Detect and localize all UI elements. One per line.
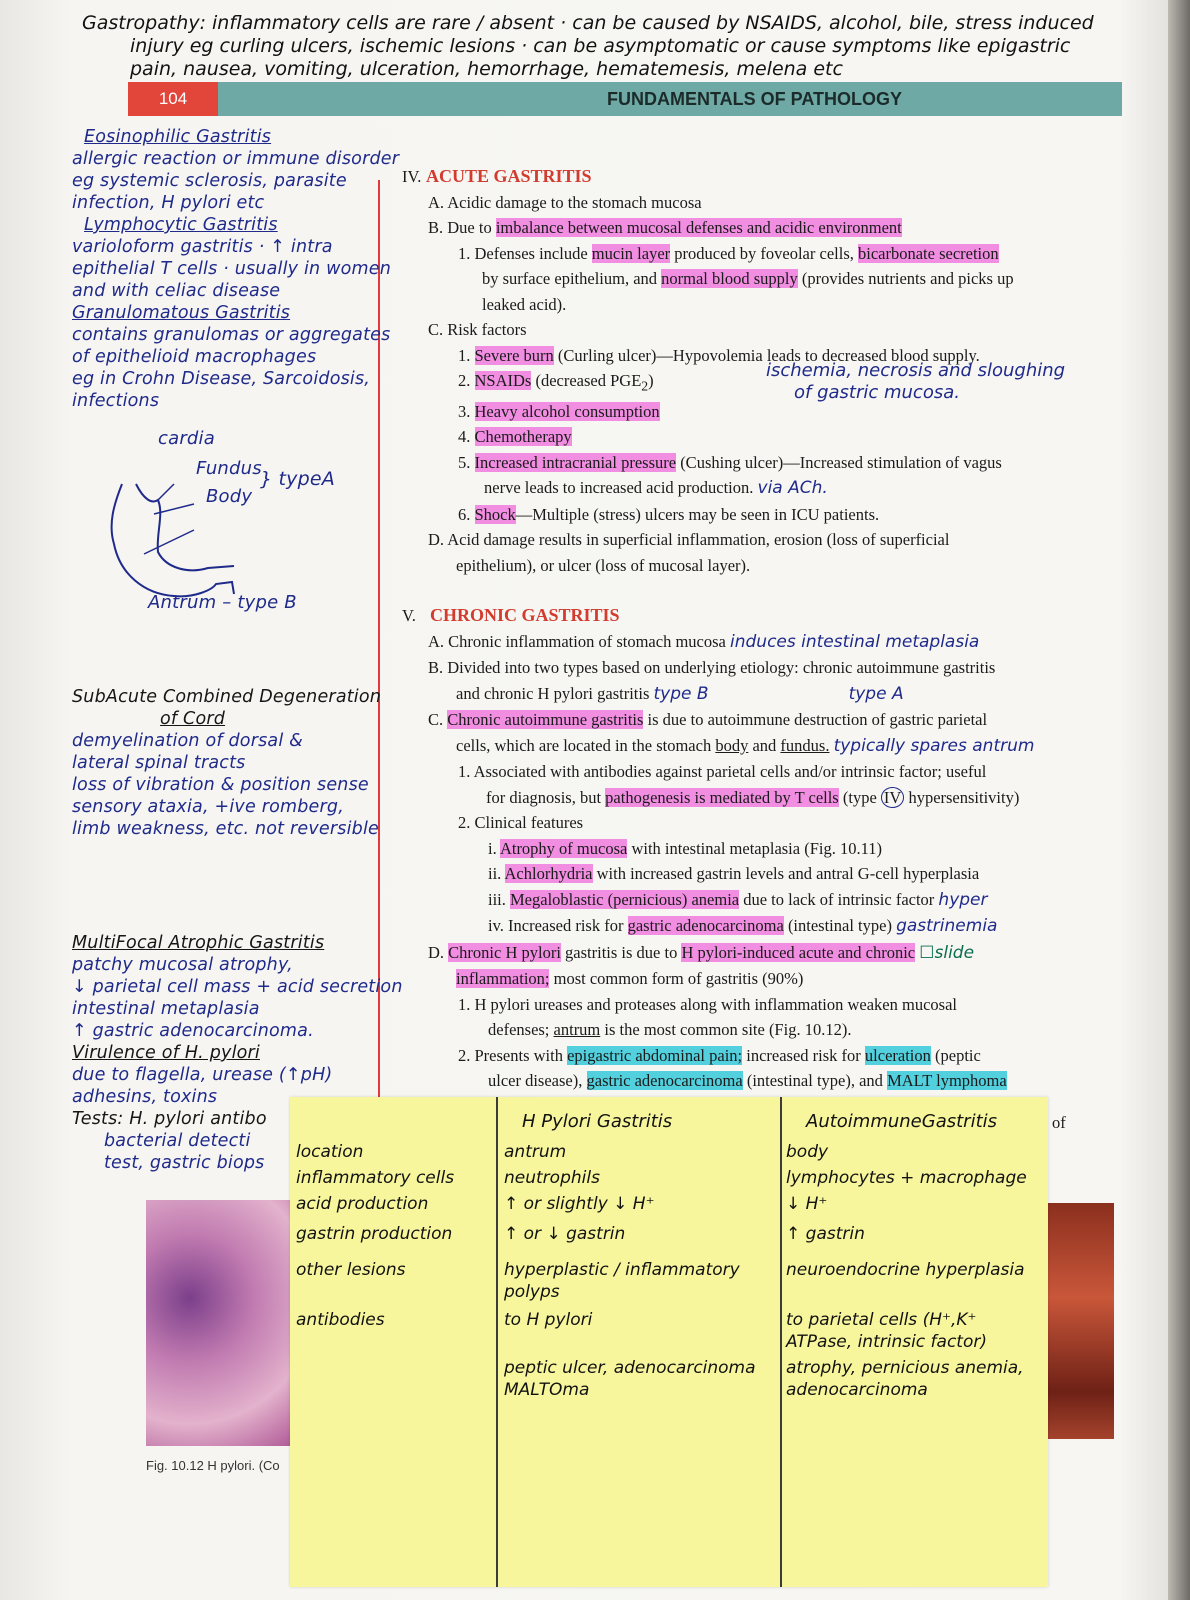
granulomatous-title: Granulomatous Gastritis	[72, 303, 291, 323]
book-title: FUNDAMENTALS OF PATHOLOGY	[607, 88, 902, 109]
main-text	[402, 164, 1122, 1119]
virulence-title: Virulence of H. pylori	[72, 1043, 260, 1063]
acute-B1-cont2: leaked acid).	[482, 294, 567, 314]
cell-autoimmune: to parietal cells (H⁺,K⁺ ATPase, intrinsic factor)	[786, 1310, 987, 1352]
row-label: inflammatory cells	[296, 1168, 455, 1188]
acute-C: C. Risk factors	[428, 320, 527, 339]
acute-D: D. Acid damage results in superficial inflammation, erosion (loss of superficial	[428, 530, 950, 550]
acute-C2: 2. NSAIDs (decreased $PGE_2$)	[458, 371, 654, 394]
annotation-slide: ☐slide	[919, 942, 975, 963]
section-chronic-heading: V. CHRONIC GASTRITIS	[402, 603, 1122, 629]
book-binding	[1168, 0, 1190, 1600]
label-body: Body	[206, 486, 253, 507]
chronic-C: C. Chronic autoimmune gastritis is due to autoimmune destruction of gastric parietal	[428, 710, 988, 730]
annotation-spares: typically spares antrum	[833, 735, 1035, 756]
cell-hpylori: ↑ or slightly ↓ H⁺	[504, 1194, 655, 1214]
acute-B1-cont: by surface epithelium, and normal blood supply (provides nutrients and picks up	[482, 269, 1014, 288]
acute-A: A. Acidic damage to the stomach mucosa	[428, 192, 702, 212]
acute-B: B. Due to imbalance between mucosal defenses and acidic environment	[428, 218, 902, 237]
chronic-Civ: iv. Increased risk for gastric adenocarcinoma (intestinal type) gastrinemia	[488, 916, 998, 937]
row-label: other lesions	[296, 1260, 406, 1280]
cell-hpylori: ↑ or ↓ gastrin	[504, 1224, 626, 1244]
chronic-D1: 1. H pylori ureases and proteases along with inflammation weaken mucosal	[458, 994, 957, 1014]
annotation-via-ach: via ACh.	[757, 478, 828, 499]
chronic-C1: 1. Associated with antibodies against parietal cells and/or intrinsic factor; useful	[458, 762, 987, 782]
page-number: 104	[128, 82, 218, 116]
annotation-hyper: hyper	[938, 889, 988, 910]
chronic-C2: 2. Clinical features	[458, 813, 584, 833]
row-label: gastrin production	[296, 1224, 453, 1244]
cell-autoimmune: neuroendocrine hyperplasia	[786, 1260, 1025, 1280]
column-divider	[496, 1097, 498, 1587]
chronic-D2: 2. Presents with epigastric abdominal pain; increased risk for ulceration (peptic	[458, 1045, 981, 1065]
acute-C6: 6. Shock—Multiple (stress) ulcers may be seen in ICU patients.	[458, 504, 880, 524]
section-title: ACUTE GASTRITIS	[426, 166, 592, 186]
left-notes-scd: SubAcute Combined Degeneration of Cord demyelination of dorsal & lateral spinal tracts loss of vibration & position sense sensory ataxia, +ive romberg, limb weakness, etc. not reversible	[72, 687, 382, 839]
figure-gross-image	[1048, 1203, 1114, 1439]
cell-hpylori: hyperplastic / inflammatory polyps	[504, 1260, 740, 1302]
top-note-line-2: injury eg curling ulcers, ischemic lesions · can be asymptomatic or cause symptoms like epigastric	[130, 35, 1071, 57]
row-label: acid production	[296, 1194, 429, 1214]
cell-autoimmune: lymphocytes + macrophage	[786, 1168, 1027, 1188]
sticky-note-comparison	[290, 1097, 1048, 1587]
acute-B1: 1. Defenses include mucin layer produced by foveolar cells, bicarbonate secretion	[458, 243, 999, 263]
annotation-induces: induces intestinal metaplasia	[730, 631, 980, 652]
chronic-Ciii: iii. Megaloblastic (pernicious) anemia due to lack of intrinsic factor hyper	[488, 889, 988, 910]
column-divider	[780, 1097, 782, 1587]
annotation-type-a: type A	[848, 683, 904, 704]
cell-hpylori: neutrophils	[504, 1168, 600, 1188]
chronic-D1-cont: defenses; antrum is the most common site (Fig. 10.12).	[488, 1020, 852, 1040]
cell-hpylori: to H pylori	[504, 1310, 593, 1330]
figure-histology-image	[146, 1200, 292, 1446]
chronic-D: D. Chronic H pylori gastritis is due to H pylori-induced acute and chronic ☐slide	[428, 942, 975, 963]
col-header-autoimmune: AutoimmuneGastritis	[806, 1111, 998, 1132]
chronic-A: A. Chronic inflammation of stomach mucosa induces intestinal metaplasia	[428, 631, 980, 652]
acute-C5-cont: nerve leads to increased acid production. via ACh.	[484, 478, 828, 499]
cell-hpylori: peptic ulcer, adenocarcinoma MALTOma	[504, 1358, 756, 1400]
chronic-D-cont: inflammation; most common form of gastritis (90%)	[456, 969, 804, 989]
cell-autoimmune: ↓ H⁺	[786, 1194, 828, 1214]
top-note-line-3: pain, nausea, vomiting, ulceration, hemorrhage, hematemesis, melena etc	[130, 58, 843, 80]
annotation-type-b: type B	[653, 683, 709, 704]
section-acute-heading: IV. ACUTE GASTRITIS	[402, 164, 1122, 190]
acute-C3: 3. Heavy alcohol consumption	[458, 401, 660, 421]
figure-caption: Fig. 10.12 H pylori. (Co	[146, 1458, 280, 1473]
top-handwritten-note	[82, 12, 1162, 81]
annotation-ischemia: ischemia, necrosis and sloughing of gastric mucosa.	[766, 360, 1066, 403]
chronic-C-cont: cells, which are located in the stomach body and fundus. typically spares antrum	[456, 735, 1035, 756]
label-cardia: cardia	[158, 428, 215, 449]
top-note-line-1: Gastropathy: inflammatory cells are rare / absent · can be caused by NSAIDS, alcohol, bile, stress induced	[82, 12, 1094, 34]
annotation-gastrinemia: gastrinemia	[896, 916, 998, 937]
multifocal-title: MultiFocal Atrophic Gastritis	[72, 933, 325, 953]
eosinophilic-title: Eosinophilic Gastritis	[84, 127, 272, 147]
acute-C5: 5. Increased intracranial pressure (Cushing ulcer)—Increased stimulation of vagus	[458, 452, 1002, 472]
left-notes-upper: Eosinophilic Gastritis allergic reaction or immune disorder eg systemic sclerosis, parasite infection, H pylori etc Lymphocytic Gastritis varioloform gastritis · ↑ intra epithelial T cells · usually in women and with celiac disease Granulomatous Gastritis contains granulomas or aggregates of epithelioid macrophages eg in Crohn Disease, Sarcoidosis, infections	[72, 127, 400, 411]
label-antrum: Antrum – type B	[148, 592, 297, 613]
label-type-a: } typeA	[260, 468, 335, 490]
row-label: antibodies	[296, 1310, 385, 1330]
section-title: CHRONIC GASTRITIS	[430, 605, 620, 626]
lymphocytic-title: Lymphocytic Gastritis	[84, 215, 278, 235]
page-header	[128, 82, 1122, 116]
text-of: of	[1052, 1113, 1066, 1132]
cell-autoimmune: ↑ gastrin	[786, 1224, 865, 1244]
cell-autoimmune: body	[786, 1142, 829, 1162]
col-header-hpylori: H Pylori Gastritis	[522, 1111, 673, 1132]
acute-C1: 1. Severe burn (Curling ulcer)—Hypovolemia leads to decreased blood supply.	[458, 345, 980, 365]
acute-D-cont: epithelium), or ulcer (loss of mucosal layer).	[456, 555, 751, 575]
cell-hpylori: antrum	[504, 1142, 567, 1162]
chronic-D2-cont: ulcer disease), gastric adenocarcinoma (intestinal type), and MALT lymphoma	[488, 1071, 1007, 1091]
chronic-C1-cont: for diagnosis, but pathogenesis is mediated by T cells (type IV hypersensitivity)	[486, 787, 1020, 807]
chronic-B: B. Divided into two types based on underlying etiology: chronic autoimmune gastritis	[428, 658, 996, 678]
cell-autoimmune: atrophy, pernicious anemia, adenocarcinoma	[786, 1358, 1024, 1400]
acute-C4: 4. Chemotherapy	[458, 427, 572, 447]
chronic-B-cont: and chronic H pylori gastritis type B type A	[456, 683, 904, 704]
row-label: location	[296, 1142, 364, 1162]
chronic-Ci: i. Atrophy of mucosa with intestinal metaplasia (Fig. 10.11)	[488, 838, 882, 858]
label-fundus: Fundus	[196, 458, 262, 479]
chronic-Cii: ii. Achlorhydria with increased gastrin levels and antral G-cell hyperplasia	[488, 864, 980, 884]
left-notes-lower: MultiFocal Atrophic Gastritis patchy mucosal atrophy, ↓ parietal cell mass + acid secretion intestinal metaplasia ↑ gastric adenocarcinoma. Virulence of H. pylori due to flagella, urease (↑pH) adhesins, toxins Tests: H. pylori antibo bacterial detecti test, gastric biops	[72, 933, 403, 1173]
scd-title: SubAcute Combined Degeneration	[72, 687, 382, 707]
